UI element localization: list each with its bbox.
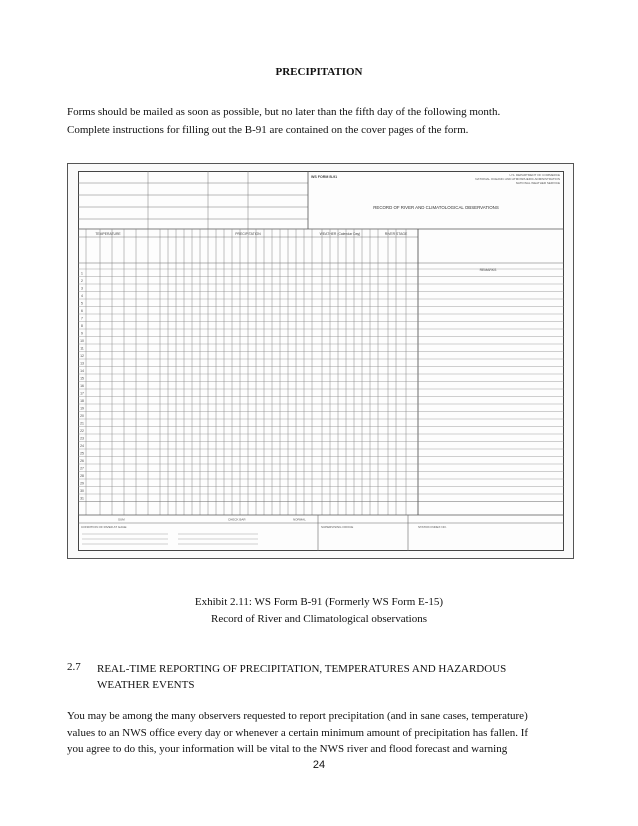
body-paragraph	[67, 708, 587, 758]
day-row-number: 20	[80, 414, 84, 419]
sum-label: SUM	[118, 517, 125, 522]
day-row-number: 25	[80, 451, 84, 456]
day-row-number: 23	[80, 436, 84, 441]
caption-line-1: Exhibit 2.11: WS Form B-91 (Formerly WS Form E-15)	[194, 596, 444, 608]
temperature-header: TEMPERATURE	[95, 232, 121, 236]
day-row-number: 14	[80, 369, 84, 374]
day-row-number: 1	[81, 271, 83, 276]
figure-caption	[0, 594, 638, 628]
form-id-label: WS FORM B-91	[311, 175, 338, 179]
day-row-number: 27	[80, 466, 84, 471]
section-heading-line-1: REAL-TIME REPORTING OF PRECIPITATION, TEMPERATURES AND HAZARDOUS	[97, 663, 507, 675]
condition-label: CONDITION OF RIVER AT GAGE	[81, 525, 127, 529]
river-stage-header: RIVER STAGE	[384, 232, 408, 236]
day-row-number: 8	[81, 324, 83, 329]
caption-line-2: Record of River and Climatological observations	[211, 613, 427, 625]
day-row-number: 6	[81, 309, 83, 314]
station-index-label: STATION INDEX NO.	[418, 525, 447, 529]
intro-line-1: Forms should be mailed as soon as possible, but no later than the fifth day of the following month.	[67, 106, 501, 118]
intro-line-2: Complete instructions for filling out the B-91 are contained on the cover pages of the form.	[67, 124, 469, 136]
remarks-header: REMARKS	[479, 268, 497, 272]
day-row-number: 18	[80, 399, 84, 404]
day-row-number: 21	[80, 421, 84, 426]
precipitation-header: PRECIPITATION	[235, 232, 261, 236]
day-row-number: 11	[80, 346, 84, 351]
normal-label: NORMAL	[293, 517, 306, 522]
service-label: NATIONAL WEATHER SERVICE	[515, 181, 560, 185]
page-number: 24	[312, 759, 326, 771]
section-heading	[97, 661, 567, 693]
page-title: PRECIPITATION	[275, 66, 363, 78]
body-line-3: you agree to do this, your information will be vital to the NWS river and flood forecast and warning	[67, 743, 508, 755]
day-row-number: 30	[80, 489, 84, 494]
day-row-number: 17	[80, 391, 84, 396]
day-row-number: 26	[80, 459, 84, 464]
agency-label: NATIONAL OCEANIC AND ATMOSPHERIC ADMINISTRATION	[475, 177, 560, 181]
day-row-number: 29	[80, 481, 84, 486]
section-heading-line-2: WEATHER EVENTS	[97, 679, 195, 691]
intro-paragraph	[67, 103, 587, 139]
day-row-number: 24	[80, 444, 84, 449]
weather-header: WEATHER (Calendar Day)	[319, 232, 361, 236]
day-row-number: 12	[80, 354, 84, 359]
section-number: 2.7	[67, 661, 81, 673]
day-row-number: 3	[81, 286, 83, 291]
day-row-number: 2	[81, 279, 83, 284]
record-title-label: RECORD OF RIVER AND CLIMATOLOGICAL OBSERVATIONS	[373, 205, 499, 210]
form-b91-figure	[67, 163, 574, 559]
body-line-1: You may be among the many observers requested to report precipitation (and in sane cases, temperature)	[67, 710, 528, 722]
supervising-label: SUPERVISING OFFICE	[321, 525, 354, 529]
day-row-number: 28	[80, 474, 84, 479]
body-line-2: values to an NWS office every day or whenever a certain minimum amount of precipitation has fallen. If	[67, 726, 529, 739]
day-row-number: 4	[81, 294, 83, 299]
day-row-number: 13	[80, 361, 84, 366]
day-row-number: 10	[80, 339, 84, 344]
checkbar-label: CHECK BAR	[228, 517, 246, 522]
day-row-number: 5	[81, 301, 83, 306]
day-row-number: 16	[80, 384, 84, 389]
day-row-number: 31	[80, 496, 84, 501]
day-row-number: 7	[81, 316, 83, 321]
day-row-number: 9	[81, 331, 83, 336]
dept-label: U.S. DEPARTMENT OF COMMERCE	[509, 173, 560, 177]
day-row-number: 19	[80, 406, 84, 411]
day-row-number: 15	[80, 376, 84, 381]
form-b91-scan	[78, 171, 564, 551]
day-row-number: 22	[80, 429, 84, 434]
